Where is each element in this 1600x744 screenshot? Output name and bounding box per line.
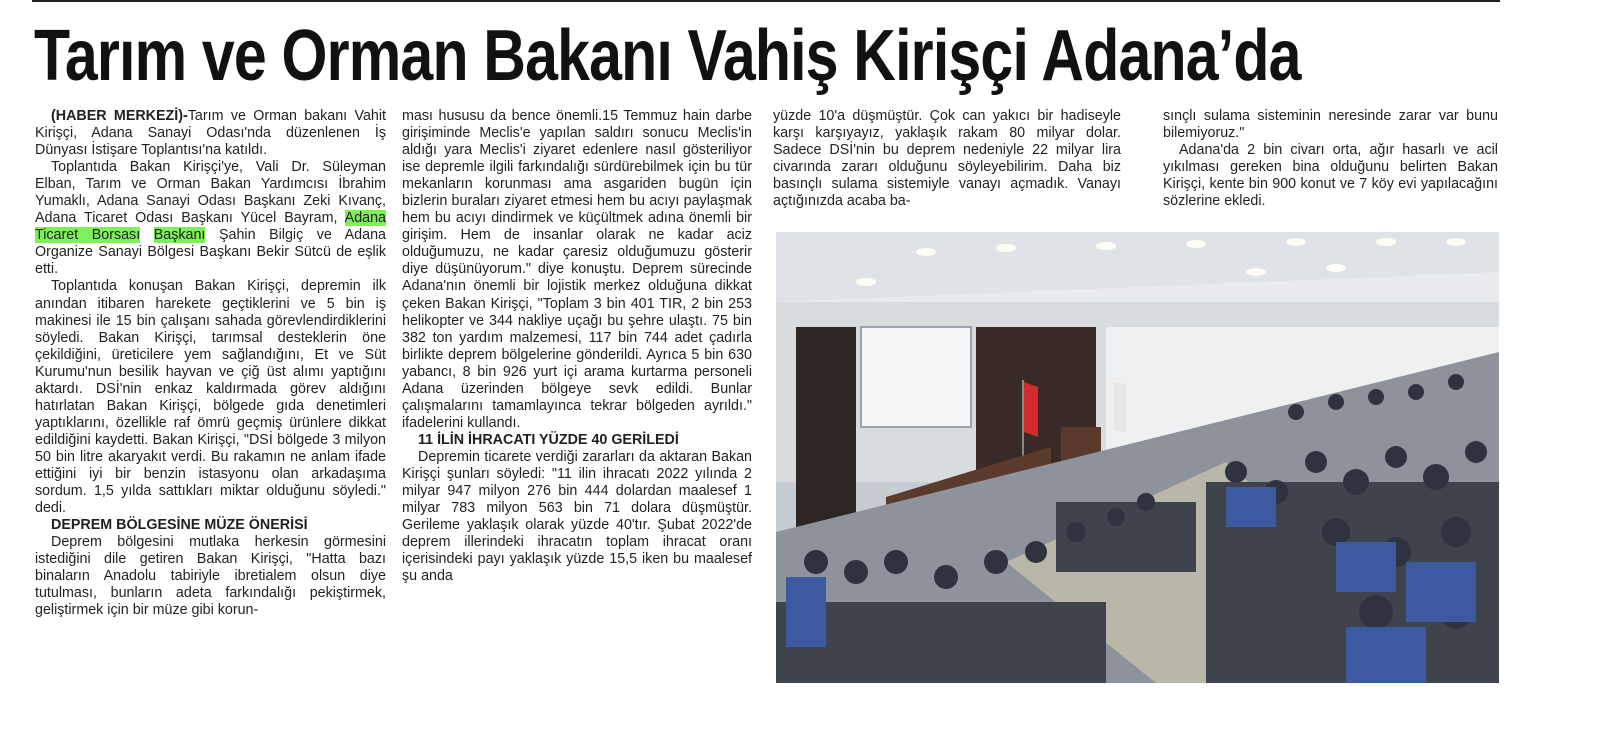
paragraph-text: Toplantıda Bakan Kirişçi'ye, Vali Dr. Süleyman Elban, Tarım ve Orman Bakan Yardımcısı İbrahim Yumaklı, Adana Sanayi Odası Başkanı Zeki Kıvanç, Adana Ticaret Odası Başkanı Yücel Bayram, (35, 159, 386, 227)
article-column-2 (402, 108, 752, 585)
paragraph: Deprem bölgesini mutlaka herkesin görmesini istediğini dile getiren Bakan Kirişçi, "Hatta bazı binaların Anadolu tabiriyle ibretialem olsun diye tutulması, bunların adeta farkındalığı pekiştirmek, geliştirmek için bir müze gibi korun- (35, 534, 386, 619)
article-column-4 (1163, 108, 1498, 210)
paragraph: Adana'da 2 bin civarı orta, ağır hasarlı ve acil yıkılması gereken bina olduğunu belirten Bakan Kirişçi, kente bin 900 konut ve 7 köy evi yapılacağını sözlerine ekledi. (1163, 142, 1498, 210)
top-rule (32, 0, 1500, 2)
article-column-1 (35, 108, 386, 619)
paragraph: yüzde 10'a düşmüştür. Çok can yakıcı bir hadiseyle karşı karşıyayız, yaklaşık rakam 80 milyar dolar. Sadece DSİ'nin bu deprem nedeniyle 22 milyar lira civarında zararı olduğunu söyleyebilirim. Daha biz basınçlı sulama sistemiyle vanayı açmadık. Vanayı açtığınızda acaba ba- (773, 108, 1121, 210)
lead-tag: (HABER MERKEZİ)- (51, 108, 188, 124)
paragraph-text: Tarım ve Orman bakanı Vahit Kirişçi, Adana Sanayi Odası'nda düzenlenen İş Dünyası İstişare Toplantısı'na katıldı. (35, 108, 386, 159)
subheading: DEPREM BÖLGESİNE MÜZE ÖNERİSİ (51, 517, 308, 534)
subheading: 11 İLİN İHRACATI YÜZDE 40 GERİLEDİ (418, 431, 679, 448)
highlighted-text: Başkanı (153, 227, 206, 244)
highlighted-text: Adana Ticaret Borsası (35, 210, 386, 244)
paragraph: ması hususu da bence önemli.15 Temmuz hain darbe girişiminde Meclis'e yapılan saldırı sonucu Meclis'in aldığı yara Meclis'i ziyaret edenlere nasıl gösteriliyor ise depremle ilgili farkındalığı sürdürebilmek için bu tür mekanların korunması ama asgariden bugün için bizlerin buraları ziyaret etmesi hem bu acıyı paylaşmak hem bu acıyı dindirmek ve küçültmek adına önemli bir girişim. Hem de insanlar olarak ne kadar aciz olduğumuzu, ne kadar çaresiz olduğumuzu gösterir diye düşünüyorum." diye konuştu. Deprem sürecinde Adana'nın önemli bir lojistik merkez olduğuna dikkat çeken Bakan Kirişçi, "Toplam 3 bin 401 TIR, 2 bin 253 helikopter ve 344 nakliye uçağı bu şehre ulaştı. 75 bin 382 ton yardım malzemesi, 117 bin 744 adet çadırla birlikte deprem bölgelerine gönderildi. Ayrıca 5 bin 630 yabancı, 8 bin 926 yurt içi arama kurtarma personeli Adana üzerinden bölgeye sevk edildi. Bunlar çalışmalarını tamamlayınca tekrar bölgeden ayrıldı." ifadelerini kullandı. (402, 108, 752, 431)
headline: Tarım ve Orman Bakanı Vahiş Kirişçi Adana’da (34, 16, 1301, 96)
paragraph: Depremin ticarete verdiği zararları da aktaran Bakan Kirişçi şunları söyledi: "11 ilin ihracatı 2022 yılında 2 milyar 947 milyon 276 bin 444 dolardan maalesef 1 milyar 783 milyon 563 bin 71 dolara düşmüştür. Gerileme yaklaşık olarak yüzde 40'tır. Şubat 2022'de deprem illerindeki ihracatın toplam ihracat oranı içerisindeki payı yaklaşık yüzde 15,5 iken bu maalesef şu anda (402, 448, 752, 585)
paragraph (35, 108, 386, 159)
article-column-3 (773, 108, 1121, 210)
paragraph: Toplantıda konuşan Bakan Kirişçi, depremin ilk anından itibaren harekete geçtiklerini ve 5 bin iş makinesi ile 15 bin çalışanı sahada görevlendirdiklerini söyledi. Bakan Kirişçi, tarımsal desteklerin öne çekildiğini, üreticilere yem sağlandığını, Et ve Süt Kurumu'nun besilik hayvan ve çiğ üst alımı yaptığını aktardı. DSİ'nin enkaz kaldırmada görev aldığını hatırlatan Bakan Kirişçi, bölgede gıda denetimleri yaptıklarını, özellikle raf ömrü geçmiş ürünlere dikkat edildiğini kaydetti. Bakan Kirişçi, "DSİ bölgede 3 milyon 50 bin litre akaryakıt verdi. Bu rakamın ne anlam ifade ettiğini iyi bir benzin istasyonu olan arkadaşıma sordum. 1,5 yılda sattıkları miktar olduğunu söyledi." dedi. (35, 278, 386, 517)
meeting-hall-photo (776, 232, 1499, 683)
paragraph: sınçlı sulama sisteminin neresinde zarar var bunu bilemiyoruz." (1163, 108, 1498, 142)
paragraph (35, 159, 386, 278)
paragraph-text: Şahin Bilgiç ve Adana Organize Sanayi Bölgesi Başkanı Bekir Sütcü de eşlik etti. (35, 227, 386, 278)
